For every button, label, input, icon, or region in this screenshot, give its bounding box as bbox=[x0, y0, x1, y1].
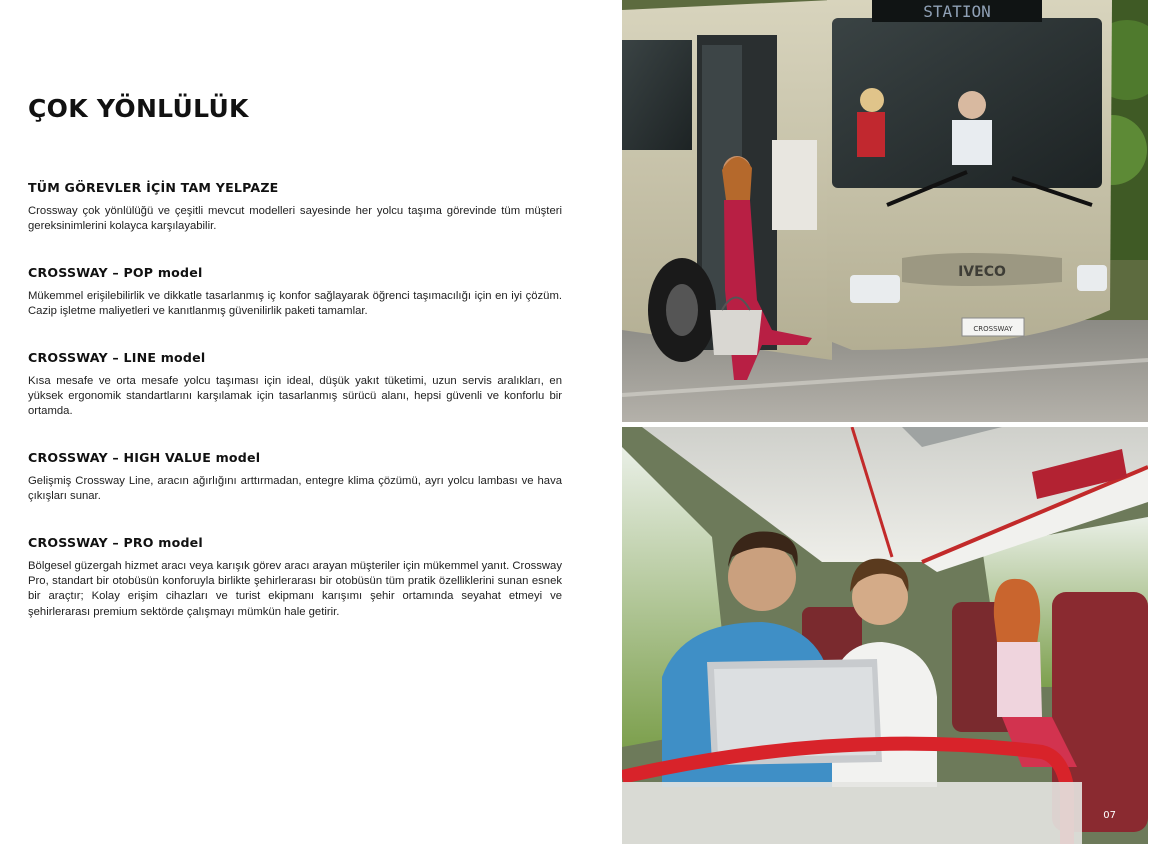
bus-interior-photo bbox=[622, 427, 1148, 844]
section-body: Bölgesel güzergah hizmet aracı veya karışık görev aracı arayan müşteriler için mükemmel yanıt. Crossway Pro, standart bir otobüsün konforuyla birlikte şehirlerarası bir otobüsün tüm pratik özelliklerini sunan esnek bir araçtır; Kolay erişim cihazları ve turist ekipmanı karışımı şehir ortamında seyahat etmeyi ve şehirlerarası premium sektörde çalışmayı mümkün hale getirir. bbox=[28, 560, 562, 618]
section-heading: CROSSWAY – PRO model bbox=[28, 535, 203, 550]
handbag bbox=[710, 310, 762, 355]
model-plate: CROSSWAY bbox=[973, 325, 1013, 333]
section-full-range bbox=[28, 180, 562, 234]
bus-interior-illustration bbox=[622, 427, 1148, 844]
section-heading: TÜM GÖREVLER İÇİN TAM YELPAZE bbox=[28, 180, 279, 195]
section-line-model bbox=[28, 350, 562, 420]
section-pop-model bbox=[28, 265, 562, 319]
headlight-left bbox=[850, 275, 900, 303]
section-high-value-model bbox=[28, 450, 562, 504]
section-body: Crossway çok yönlülüğü ve çeşitli mevcut modelleri sayesinde her yolcu taşıma görevinde tüm müşteri gereksinimlerini kolayca karşılayabilir. bbox=[28, 205, 562, 233]
section-body: Kısa mesafe ve orta mesafe yolcu taşıması için ideal, düşük yakıt tüketimi, uzun servis aralıkları, en yüksek ergonomik standartlarını karşılamak için tasarlanmış sürücü alanı, hepsi güvenli ve konforlu bir ortamda. bbox=[28, 375, 562, 418]
destination-sign: STATION bbox=[923, 2, 991, 21]
section-body: Mükemmel erişilebilirlik ve dikkatle tasarlanmış iç konfor sağlayarak öğrenci taşımacılığı için en iyi çözüm. Cazip işletme maliyetleri ve kanıtlanmış güvenilirlik paketi tamamlar. bbox=[28, 290, 562, 318]
iveco-badge: IVECO bbox=[958, 264, 1006, 280]
bus-exterior-illustration bbox=[622, 0, 1148, 422]
section-heading: CROSSWAY – HIGH VALUE model bbox=[28, 450, 261, 465]
section-heading: CROSSWAY – LINE model bbox=[28, 350, 206, 365]
section-heading: CROSSWAY – POP model bbox=[28, 265, 203, 280]
headlight-right bbox=[1077, 265, 1107, 291]
page-number: 07 bbox=[1103, 810, 1116, 821]
section-body: Gelişmiş Crossway Line, aracın ağırlığını arttırmadan, entegre klima çözümü, ayrı yolcu lambası ve hava çıkışları sunar. bbox=[28, 475, 562, 503]
page-title: ÇOK YÖNLÜLÜK bbox=[28, 94, 249, 123]
section-pro-model bbox=[28, 535, 562, 620]
bus-exterior-photo bbox=[622, 0, 1148, 422]
